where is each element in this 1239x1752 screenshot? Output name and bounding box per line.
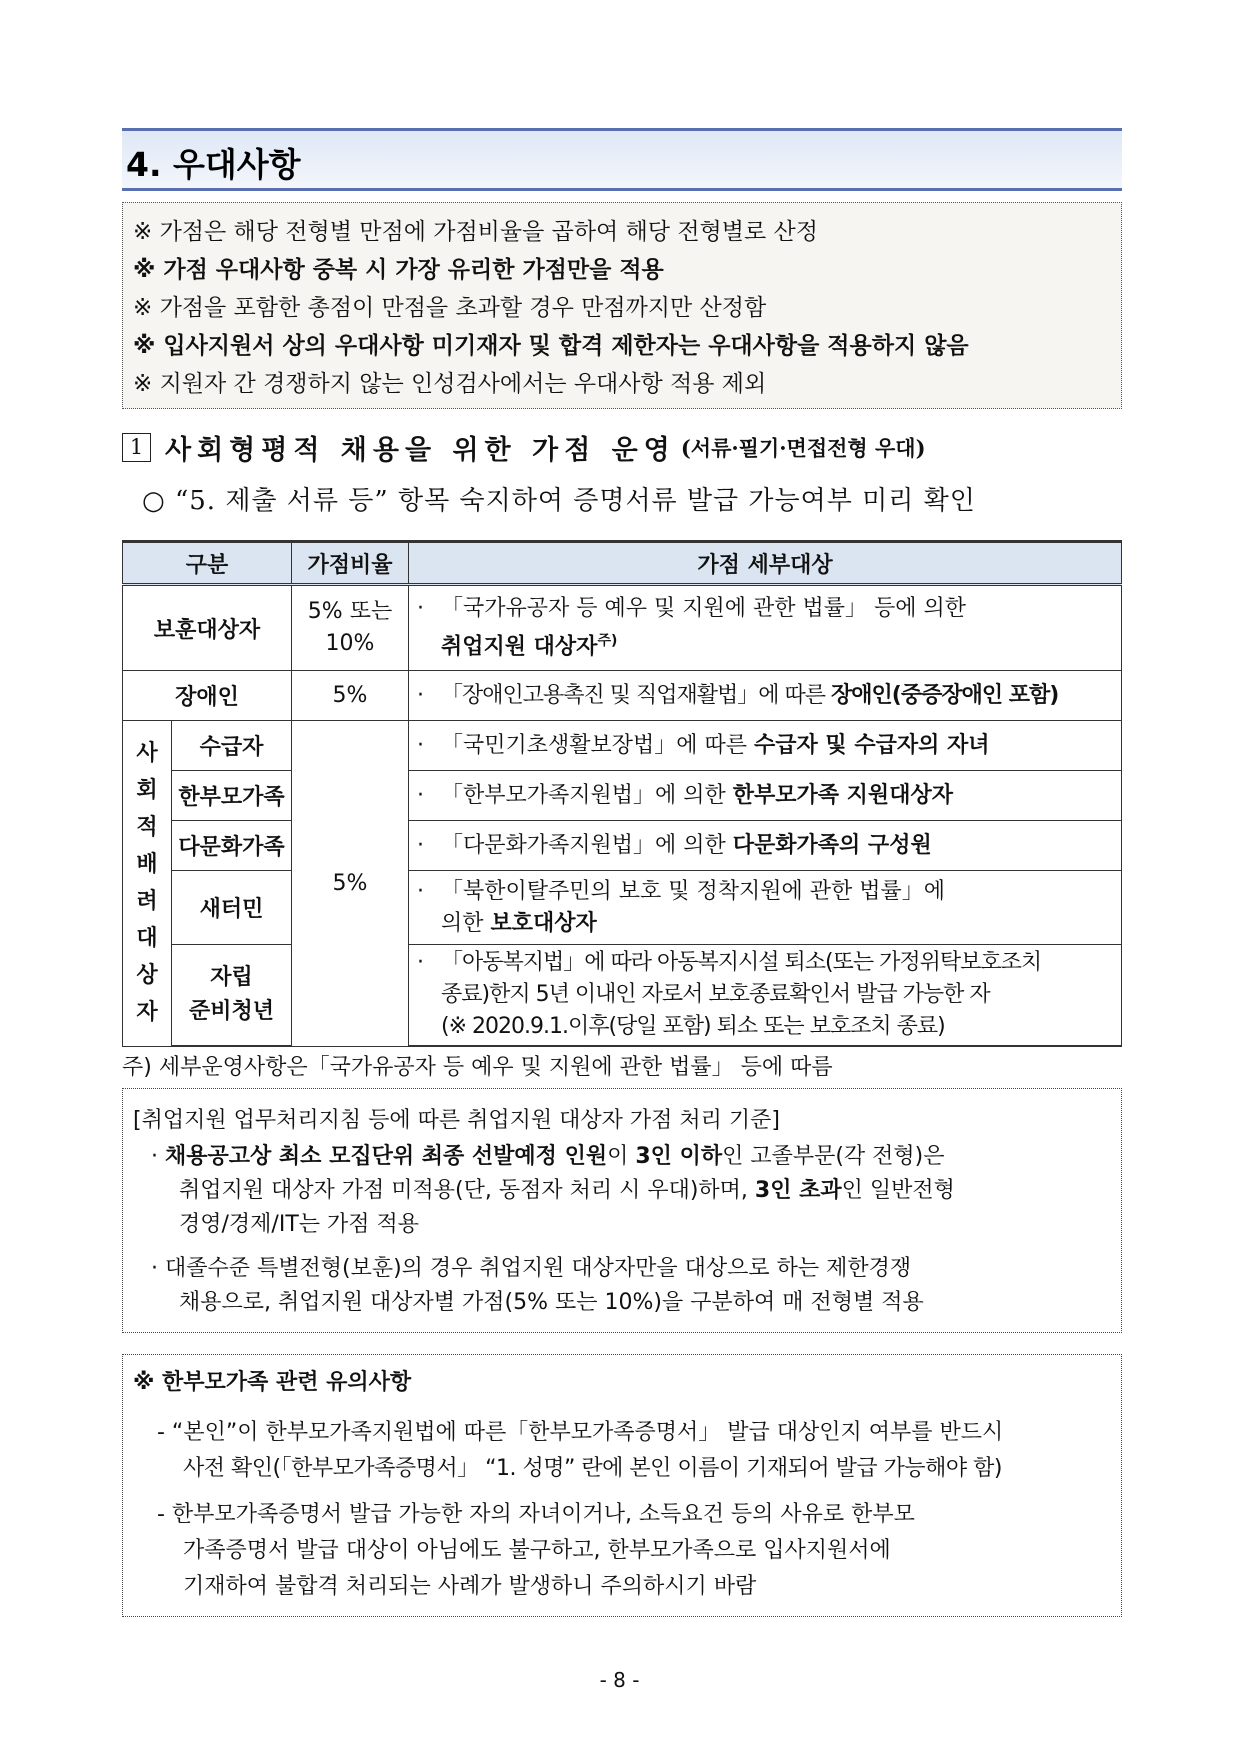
bold-text: 채용공고상 최소 모집단위 최종 선발예정 인원 (165, 1144, 608, 1169)
table-row (123, 671, 1122, 721)
header-detail: 가점 세부대상 (409, 542, 1122, 585)
section-header (122, 128, 1122, 191)
employment-support-box (122, 1088, 1122, 1333)
note-4: ※ 입사지원서 상의 우대사항 미기재자 및 합격 제한자는 우대사항을 적용하지 않음 (133, 333, 969, 359)
detail-text: 「다문화가족지원법」에 의한 (441, 832, 733, 858)
detail-bold: 취업지원 대상자 (441, 634, 598, 660)
table-footnote: 주) 세부운영사항은「국가유공자 등 예우 및 지원에 관한 법률」 등에 따름 (122, 1055, 833, 1080)
label-line: 준비청년 (188, 999, 274, 1024)
detail-text: 「국민기초생활보장법」에 따른 (441, 732, 755, 758)
social-group-label (123, 721, 172, 1047)
subsection-subtitle: (서류·필기·면접전형 우대) (680, 435, 926, 461)
note-1: ※ 가점은 해당 전형별 만점에 가점비율을 곱하여 해당 전형별로 산정 (133, 219, 818, 245)
row-label: 한부모가족 (172, 771, 292, 821)
detail-text: 「한부모가족지원법」에 의한 (441, 782, 733, 808)
box2-title: [취업지원 업무처리지침 등에 따른 취업지원 대상자 가점 처리 기준] (133, 1108, 780, 1133)
ratio-line: 5% 또는 (307, 599, 393, 624)
box2-bullet2-line2: 채용으로, 취업지원 대상자별 가점(5% 또는 10%)을 구분하여 매 전형별 적용 (179, 1290, 924, 1315)
row-detail: · 「장애인고용촉진 및 직업재활법」에 따른 장애인(중증장애인 포함) (409, 671, 1122, 721)
subsection-main-title: 사회형평적 채용을 위한 가점 운영 (165, 435, 676, 466)
group-char: 사 (136, 741, 158, 767)
bold-text: 3인 이하 (635, 1144, 723, 1169)
subsection-number: 1 (122, 433, 151, 462)
box2-bullet1-line2 (179, 1175, 955, 1207)
detail-text: 종료)한지 5년 이내인 자로서 보호종료확인서 발급 가능한 자 (441, 982, 990, 1007)
row-detail: · 「국가유공자 등 예우 및 지원에 관한 법률」 등에 의한 취업지원 대상자$^{주)}$ (409, 585, 1122, 671)
header-ratio: 가점비율 (292, 542, 409, 585)
detail-text: 의한 (441, 910, 491, 936)
group-char: 배 (136, 852, 158, 878)
box3-item2-line3: 기재하여 불합격 처리되는 사례가 발생하니 주의하시기 바람 (183, 1574, 757, 1599)
header-category: 구분 (123, 542, 292, 585)
bold-text: 3인 초과 (754, 1178, 842, 1203)
detail-bold: 장애인(중증장애인 포함) (831, 682, 1059, 708)
note-2: ※ 가점 우대사항 중복 시 가장 유리한 가점만을 적용 (133, 257, 664, 283)
group-char: 대 (136, 926, 158, 952)
group-char: 상 (136, 963, 158, 989)
detail-text: 「아동복지법」에 따라 아동복지시설 퇴소(또는 가정위탁보호조치 (441, 950, 1042, 975)
text: 인 고졸부문(각 전형)은 (722, 1144, 945, 1169)
box3-item2-line1: - 한부모가족증명서 발급 가능한 자의 자녀이거나, 소득요건 등의 사유로 한부모 (157, 1502, 915, 1527)
text: 이 (607, 1144, 636, 1169)
single-parent-notice-box (122, 1354, 1122, 1617)
preference-table (122, 540, 1122, 1047)
subsection-title (122, 428, 926, 467)
detail-bold: 보호대상자 (490, 910, 597, 936)
box3-item1-line1: - “본인”이 한부모가족지원법에 따른「한부모가족증명서」 발급 대상인지 여부를 반드시 (157, 1420, 1004, 1445)
row-detail: · 「국민기초생활보장법」에 따른 수급자 및 수급자의 자녀 (409, 721, 1122, 771)
row-detail: · 「한부모가족지원법」에 의한 한부모가족 지원대상자 (409, 771, 1122, 821)
page-number: - 8 - (599, 1668, 640, 1692)
row-label (172, 945, 292, 1047)
table-row (123, 721, 1122, 771)
label-line: 자립 (210, 965, 253, 990)
group-char: 자 (136, 1000, 158, 1026)
ratio-line: 10% (325, 631, 375, 656)
note-3: ※ 가점을 포함한 총점이 만점을 초과할 경우 만점까지만 산정함 (133, 295, 767, 321)
row-label: 다문화가족 (172, 821, 292, 871)
detail-text: 「장애인고용촉진 및 직업재활법」에 따른 (441, 682, 832, 708)
row-label: 수급자 (172, 721, 292, 771)
box2-bullet1-line3: 경영/경제/IT는 가점 적용 (179, 1212, 420, 1237)
detail-bold: 한부모가족 지원대상자 (732, 782, 953, 808)
detail-text: (※ 2020.9.1.이후(당일 포함) 퇴소 또는 보호조치 종료) (441, 1014, 945, 1039)
box3-title: ※ 한부모가족 관련 유의사항 (133, 1370, 412, 1395)
group-char: 회 (136, 778, 158, 804)
box3-item1-line2: 사전 확인(「한부모가족증명서」 “1. 성명” 란에 본인 이름이 기재되어 발급 가능해야 함) (183, 1456, 1002, 1481)
box2-bullet2-line1: · 대졸수준 특별전형(보훈)의 경우 취업지원 대상자만을 대상으로 하는 제한경쟁 (151, 1256, 912, 1281)
footnote-mark: 주) (597, 632, 618, 649)
row-detail: · 「북한이탈주민의 보호 및 정착지원에 관한 법률」에 의한 보호대상자 (409, 871, 1122, 945)
row-ratio (292, 585, 409, 671)
group-char: 려 (136, 889, 158, 915)
row-label: 새터민 (172, 871, 292, 945)
row-detail: · 「다문화가족지원법」에 의한 다문화가족의 구성원 (409, 821, 1122, 871)
detail-bold: 다문화가족의 구성원 (732, 832, 932, 858)
section-title: 4. 우대사항 (126, 145, 301, 184)
detail-bold: 수급자 및 수급자의 자녀 (754, 732, 990, 758)
row-label: 보훈대상자 (123, 585, 292, 671)
notes-box (122, 202, 1122, 409)
note-5: ※ 지원자 간 경쟁하지 않는 인성검사에서는 우대사항 적용 제외 (133, 371, 767, 397)
detail-text: 「북한이탈주민의 보호 및 정착지원에 관한 법률」에 (441, 878, 946, 904)
table-row (123, 945, 1122, 1047)
row-ratio: 5% (292, 671, 409, 721)
detail-text: 「국가유공자 등 예우 및 지원에 관한 법률」 등에 의한 (441, 595, 966, 621)
table-row (123, 821, 1122, 871)
table-row (123, 871, 1122, 945)
text: 취업지원 대상자 가점 미적용(단, 동점자 처리 시 우대)하며, (179, 1178, 755, 1203)
bullet-dot: · (151, 1144, 158, 1169)
circle-note: ○ “5. 제출 서류 등” 항목 숙지하여 증명서류 발급 가능여부 미리 확인 (142, 486, 976, 516)
group-char: 적 (136, 815, 158, 841)
table-row (123, 585, 1122, 671)
row-detail: · 「아동복지법」에 따라 아동복지시설 퇴소(또는 가정위탁보호조치 종료)한지 5년 이내인 자로서 보호종료확인서 발급 가능한 자 (※ 2020.9.1.이후(당일 포함) 퇴소 또는 보호조치 종료) (409, 945, 1122, 1047)
social-ratio: 5% (292, 721, 409, 1047)
table-row (123, 771, 1122, 821)
text: 인 일반전형 (841, 1178, 955, 1203)
row-label: 장애인 (123, 671, 292, 721)
box2-bullet1-line1 (151, 1141, 945, 1173)
box3-item2-line2: 가족증명서 발급 대상이 아님에도 불구하고, 한부모가족으로 입사지원서에 (183, 1538, 891, 1563)
